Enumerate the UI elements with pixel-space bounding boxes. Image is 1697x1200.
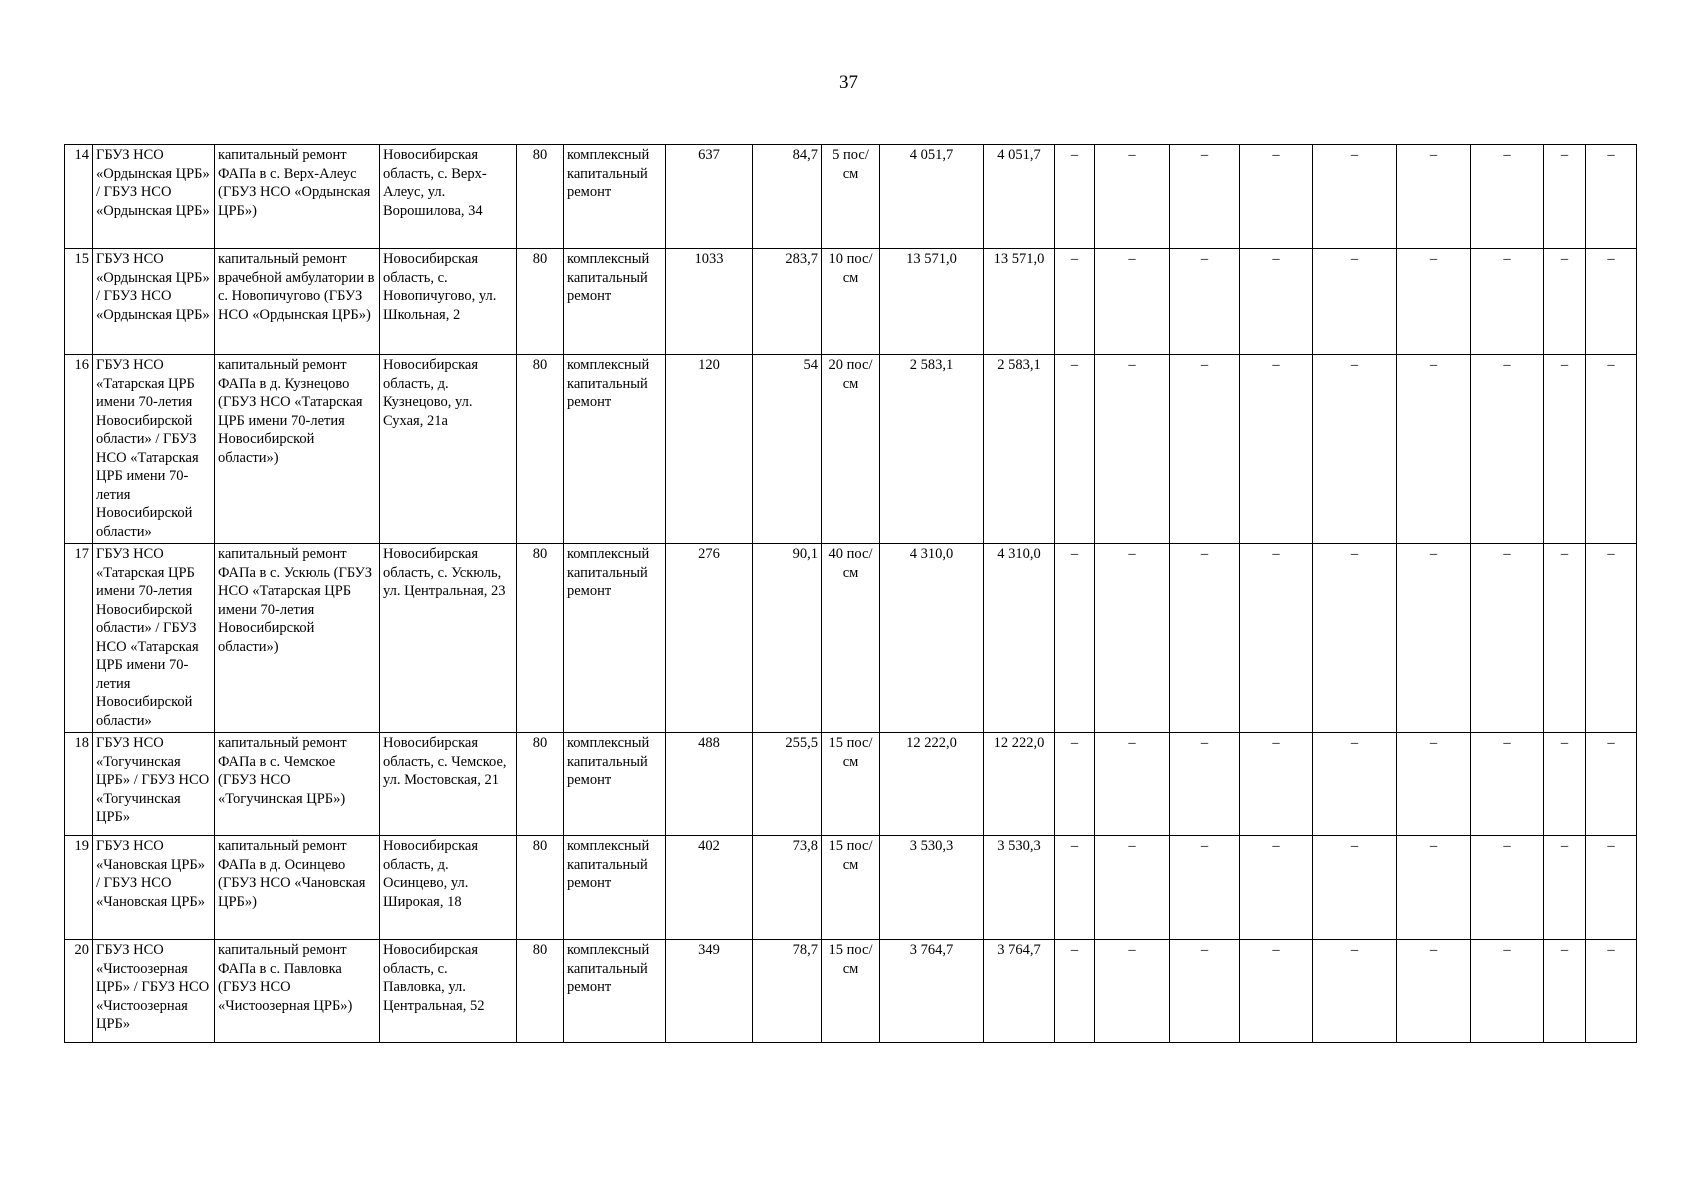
percent-cell: 80: [517, 940, 564, 1043]
empty-value-cell: –: [1471, 249, 1544, 355]
percent-cell: 80: [517, 145, 564, 249]
address-cell: Новосибирская область, д. Кузнецово, ул. Сухая, 21а: [380, 355, 517, 544]
empty-value-cell: –: [1240, 249, 1313, 355]
cost-total-cell: 13 571,0: [880, 249, 984, 355]
empty-value-cell: –: [1586, 355, 1637, 544]
table-row: [65, 733, 1637, 836]
empty-value-cell: –: [1586, 145, 1637, 249]
work-description-cell: капитальный ремонт врачебной амбулатории в с. Новопичугово (ГБУЗ НСО «Ордынская ЦРБ»): [215, 249, 380, 355]
empty-value-cell: –: [1055, 940, 1095, 1043]
work-description-cell: капитальный ремонт ФАПа в д. Кузнецово (ГБУЗ НСО «Татарская ЦРБ имени 70-летия Новосибирской области»): [215, 355, 380, 544]
cost-cell: 3 530,3: [984, 836, 1055, 940]
empty-value-cell: –: [1240, 544, 1313, 733]
cost-cell: 4 051,7: [984, 145, 1055, 249]
empty-value-cell: –: [1471, 544, 1544, 733]
table-row: [65, 249, 1637, 355]
empty-value-cell: –: [1471, 733, 1544, 836]
work-description-cell: капитальный ремонт ФАПа в д. Осинцево (ГБУЗ НСО «Чановская ЦРБ»): [215, 836, 380, 940]
table-row: [65, 836, 1637, 940]
empty-value-cell: –: [1055, 836, 1095, 940]
percent-cell: 80: [517, 249, 564, 355]
empty-value-cell: –: [1471, 355, 1544, 544]
percent-cell: 80: [517, 733, 564, 836]
empty-value-cell: –: [1397, 836, 1471, 940]
empty-value-cell: –: [1544, 355, 1586, 544]
cost-cell: 3 764,7: [984, 940, 1055, 1043]
capacity-cell: 20 пос/см: [822, 355, 880, 544]
table-row: [65, 145, 1637, 249]
empty-value-cell: –: [1170, 836, 1240, 940]
organization-cell: ГБУЗ НСО «Чановская ЦРБ» / ГБУЗ НСО «Чановская ЦРБ»: [93, 836, 215, 940]
area-cell: 349: [666, 940, 753, 1043]
empty-value-cell: –: [1586, 940, 1637, 1043]
empty-value-cell: –: [1544, 544, 1586, 733]
empty-value-cell: –: [1055, 733, 1095, 836]
empty-value-cell: –: [1471, 940, 1544, 1043]
work-description-cell: капитальный ремонт ФАПа в с. Ускюль (ГБУЗ НСО «Татарская ЦРБ имени 70-летия Новосибирской области»): [215, 544, 380, 733]
organization-cell: ГБУЗ НСО «Татарская ЦРБ имени 70-летия Новосибирской области» / ГБУЗ НСО «Татарская ЦРБ имени 70-летия Новосибирской области»: [93, 544, 215, 733]
cost-total-cell: 4 310,0: [880, 544, 984, 733]
empty-value-cell: –: [1240, 145, 1313, 249]
cost-cell: 12 222,0: [984, 733, 1055, 836]
repair-type-cell: комплексный капитальный ремонт: [564, 940, 666, 1043]
organization-cell: ГБУЗ НСО «Тогучинская ЦРБ» / ГБУЗ НСО «Тогучинская ЦРБ»: [93, 733, 215, 836]
empty-value-cell: –: [1313, 249, 1397, 355]
capacity-cell: 10 пос/см: [822, 249, 880, 355]
address-cell: Новосибирская область, с. Верх-Алеус, ул. Ворошилова, 34: [380, 145, 517, 249]
empty-value-cell: –: [1170, 940, 1240, 1043]
address-cell: Новосибирская область, с. Новопичугово, ул. Школьная, 2: [380, 249, 517, 355]
organization-cell: ГБУЗ НСО «Татарская ЦРБ имени 70-летия Новосибирской области» / ГБУЗ НСО «Татарская ЦРБ имени 70-летия Новосибирской области»: [93, 355, 215, 544]
empty-value-cell: –: [1397, 733, 1471, 836]
area-cell: 488: [666, 733, 753, 836]
cost-cell: 13 571,0: [984, 249, 1055, 355]
empty-value-cell: –: [1095, 940, 1170, 1043]
work-description-cell: капитальный ремонт ФАПа в с. Чемское (ГБУЗ НСО «Тогучинская ЦРБ»): [215, 733, 380, 836]
empty-value-cell: –: [1095, 145, 1170, 249]
empty-value-cell: –: [1471, 836, 1544, 940]
capacity-cell: 15 пос/см: [822, 940, 880, 1043]
empty-value-cell: –: [1055, 249, 1095, 355]
empty-value-cell: –: [1586, 733, 1637, 836]
area-cell: 637: [666, 145, 753, 249]
empty-value-cell: –: [1095, 544, 1170, 733]
empty-value-cell: –: [1095, 249, 1170, 355]
empty-value-cell: –: [1313, 355, 1397, 544]
row-number: 16: [65, 355, 93, 544]
volume-cell: 283,7: [753, 249, 822, 355]
organization-cell: ГБУЗ НСО «Ордынская ЦРБ» / ГБУЗ НСО «Ордынская ЦРБ»: [93, 145, 215, 249]
area-cell: 276: [666, 544, 753, 733]
empty-value-cell: –: [1170, 249, 1240, 355]
empty-value-cell: –: [1055, 355, 1095, 544]
address-cell: Новосибирская область, с. Ускюль, ул. Центральная, 23: [380, 544, 517, 733]
empty-value-cell: –: [1544, 145, 1586, 249]
empty-value-cell: –: [1397, 249, 1471, 355]
empty-value-cell: –: [1544, 940, 1586, 1043]
table-row: [65, 355, 1637, 544]
empty-value-cell: –: [1397, 355, 1471, 544]
volume-cell: 90,1: [753, 544, 822, 733]
repair-type-cell: комплексный капитальный ремонт: [564, 544, 666, 733]
capacity-cell: 15 пос/см: [822, 733, 880, 836]
empty-value-cell: –: [1240, 940, 1313, 1043]
table-row: [65, 544, 1637, 733]
empty-value-cell: –: [1055, 544, 1095, 733]
address-cell: Новосибирская область, д. Осинцево, ул. Широкая, 18: [380, 836, 517, 940]
empty-value-cell: –: [1313, 940, 1397, 1043]
cost-cell: 2 583,1: [984, 355, 1055, 544]
empty-value-cell: –: [1586, 836, 1637, 940]
empty-value-cell: –: [1586, 544, 1637, 733]
area-cell: 120: [666, 355, 753, 544]
empty-value-cell: –: [1095, 836, 1170, 940]
area-cell: 402: [666, 836, 753, 940]
empty-value-cell: –: [1544, 733, 1586, 836]
empty-value-cell: –: [1170, 544, 1240, 733]
address-cell: Новосибирская область, с. Чемское, ул. Мостовская, 21: [380, 733, 517, 836]
address-cell: Новосибирская область, с. Павловка, ул. Центральная, 52: [380, 940, 517, 1043]
volume-cell: 54: [753, 355, 822, 544]
repair-type-cell: комплексный капитальный ремонт: [564, 355, 666, 544]
empty-value-cell: –: [1170, 355, 1240, 544]
repair-type-cell: комплексный капитальный ремонт: [564, 249, 666, 355]
empty-value-cell: –: [1397, 544, 1471, 733]
percent-cell: 80: [517, 836, 564, 940]
empty-value-cell: –: [1313, 145, 1397, 249]
empty-value-cell: –: [1471, 145, 1544, 249]
capacity-cell: 15 пос/см: [822, 836, 880, 940]
empty-value-cell: –: [1397, 145, 1471, 249]
objects-table: [64, 144, 1637, 1043]
cost-total-cell: 3 764,7: [880, 940, 984, 1043]
empty-value-cell: –: [1313, 544, 1397, 733]
empty-value-cell: –: [1544, 249, 1586, 355]
empty-value-cell: –: [1313, 733, 1397, 836]
cost-total-cell: 4 051,7: [880, 145, 984, 249]
repair-type-cell: комплексный капитальный ремонт: [564, 836, 666, 940]
table-row: [65, 940, 1637, 1043]
cost-total-cell: 2 583,1: [880, 355, 984, 544]
volume-cell: 84,7: [753, 145, 822, 249]
empty-value-cell: –: [1095, 355, 1170, 544]
area-cell: 1033: [666, 249, 753, 355]
percent-cell: 80: [517, 544, 564, 733]
empty-value-cell: –: [1397, 940, 1471, 1043]
percent-cell: 80: [517, 355, 564, 544]
row-number: 15: [65, 249, 93, 355]
work-description-cell: капитальный ремонт ФАПа в с. Павловка (ГБУЗ НСО «Чистоозерная ЦРБ»): [215, 940, 380, 1043]
capacity-cell: 5 пос/см: [822, 145, 880, 249]
table-body: [65, 145, 1637, 1043]
capacity-cell: 40 пос/см: [822, 544, 880, 733]
empty-value-cell: –: [1055, 145, 1095, 249]
volume-cell: 73,8: [753, 836, 822, 940]
cost-total-cell: 3 530,3: [880, 836, 984, 940]
repair-type-cell: комплексный капитальный ремонт: [564, 145, 666, 249]
empty-value-cell: –: [1240, 355, 1313, 544]
empty-value-cell: –: [1170, 145, 1240, 249]
row-number: 17: [65, 544, 93, 733]
row-number: 18: [65, 733, 93, 836]
volume-cell: 78,7: [753, 940, 822, 1043]
organization-cell: ГБУЗ НСО «Чистоозерная ЦРБ» / ГБУЗ НСО «Чистоозерная ЦРБ»: [93, 940, 215, 1043]
row-number: 19: [65, 836, 93, 940]
empty-value-cell: –: [1313, 836, 1397, 940]
empty-value-cell: –: [1586, 249, 1637, 355]
page-number: 37: [839, 72, 858, 93]
empty-value-cell: –: [1240, 733, 1313, 836]
repair-type-cell: комплексный капитальный ремонт: [564, 733, 666, 836]
cost-cell: 4 310,0: [984, 544, 1055, 733]
empty-value-cell: –: [1240, 836, 1313, 940]
volume-cell: 255,5: [753, 733, 822, 836]
row-number: 14: [65, 145, 93, 249]
work-description-cell: капитальный ремонт ФАПа в с. Верх-Алеус (ГБУЗ НСО «Ордынская ЦРБ»): [215, 145, 380, 249]
organization-cell: ГБУЗ НСО «Ордынская ЦРБ» / ГБУЗ НСО «Ордынская ЦРБ»: [93, 249, 215, 355]
empty-value-cell: –: [1544, 836, 1586, 940]
cost-total-cell: 12 222,0: [880, 733, 984, 836]
empty-value-cell: –: [1095, 733, 1170, 836]
row-number: 20: [65, 940, 93, 1043]
empty-value-cell: –: [1170, 733, 1240, 836]
